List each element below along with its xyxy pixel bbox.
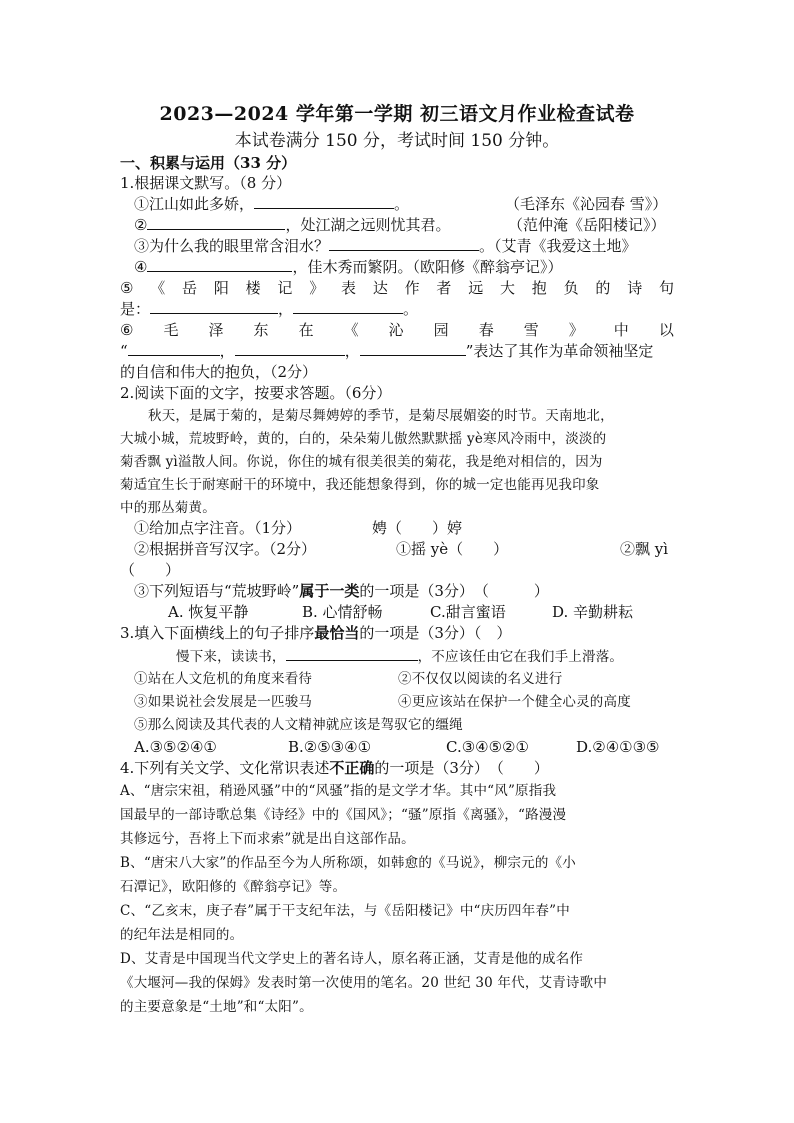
q1-stem: 1.根据课文默写。（8 分）: [120, 174, 292, 192]
q4-stem-tail: 的一项是（3分） （ ）: [374, 759, 549, 777]
q2-option-c[interactable]: C.甜言蜜语: [430, 603, 506, 621]
exam-title: 2023—2024 学年第一学期 初三语文月作业检查试卷: [159, 103, 635, 125]
answer-blank[interactable]: [293, 299, 403, 314]
q1-line6-char: 园: [433, 321, 449, 339]
q1-line1-source: （毛泽东《沁园春 雪》）: [505, 195, 668, 213]
q1-line6-sep: ，: [219, 342, 235, 360]
q3-stem-tail: 的一项是（3分）（ ）: [359, 624, 512, 642]
q1-line6-answer: [120, 341, 653, 361]
q1-line5-char: 》: [309, 279, 325, 297]
q2-option-b[interactable]: B. 心情舒畅: [302, 603, 383, 621]
q3-item: ④更应该站在保护一个健全心灵的高度: [398, 694, 631, 710]
q1-line6-char: 《: [343, 321, 359, 339]
q2-sub2-item1[interactable]: ①摇 yè（ ）: [396, 540, 509, 558]
q3-item: ①站在人文危机的角度来看待: [134, 671, 313, 687]
q1-line5-char: 的: [595, 279, 611, 297]
q2-passage-line: 中的那丛菊黄。: [120, 500, 216, 516]
q1-line2-num: ②: [134, 216, 148, 234]
q2-sub1: ①给加点字注音。（1分）: [134, 519, 302, 537]
q4-option-c-line: C、“乙亥末，庚子春”属于干支纪年法，与《岳阳楼记》中“庆历四年春”中: [120, 903, 570, 919]
q1-line6-char: 在: [298, 321, 314, 339]
q3-option-d[interactable]: D.②④①③⑤: [576, 738, 660, 756]
q3-sentence: [176, 646, 623, 667]
q1-line3-text: ③为什么我的眼里常含泪水？: [134, 237, 330, 255]
answer-blank[interactable]: [147, 257, 292, 272]
q4-option-a-line: 其修远兮，吾将上下而求索”就是出自这部作品。: [120, 831, 415, 847]
q2-sub2-item2-blank[interactable]: （ ）: [120, 561, 181, 579]
q3-option-b[interactable]: B.②⑤③④①: [288, 738, 372, 756]
answer-blank[interactable]: [150, 299, 278, 314]
q2-sub3: [134, 581, 549, 601]
q2-sub2-item2[interactable]: ②飘 yì: [620, 540, 669, 558]
q1-line6-tail: 的自信和伟大的抱负，（2分）: [120, 363, 318, 381]
q2-passage-line: 菊适宜生长于耐寒耐干的环境中，我还能想象得到，你的城一定也能再见我印象: [120, 477, 600, 493]
answer-blank[interactable]: [147, 215, 285, 230]
q1-line5-char: 远: [468, 279, 484, 297]
q1-line6-char: 》: [568, 321, 584, 339]
q3-item: ②不仅仅以阅读的名义进行: [398, 671, 563, 687]
q2-passage-line: 秋天，是属于菊的，是菊尽舞娉婷的季节，是菊尽展媚姿的时节。天南地北，: [148, 408, 614, 424]
q2-sub2: ②根据拼音写汉字。（2分）: [134, 540, 317, 558]
q3-item: ⑤那么阅读及其代表的人文精神就应该是驾驭它的缰绳: [134, 717, 463, 733]
q4-option-a-line: 国最早的一部诗歌总集《诗经》中的《国风》；“骚”原指《离骚》，“路漫漫: [120, 807, 567, 823]
answer-blank[interactable]: [254, 194, 394, 209]
q1-line5: [120, 278, 674, 298]
q3-stem-emphasis: 最恰当: [314, 624, 360, 642]
q2-passage-line: 大城小城，荒坡野岭，黄的，白的，朵朵菊儿傲然默默摇 yè寒风冷雨中，淡淡的: [120, 431, 607, 447]
q1-line6-char: 中: [613, 321, 629, 339]
q3-option-a[interactable]: A.③⑤②④①: [134, 738, 217, 756]
q2-sub3-tail: 的一项是（3分） （ ）: [359, 582, 549, 600]
q1-line6-char: 泽: [208, 321, 224, 339]
q4-stem: [120, 758, 549, 778]
q1-line6: [120, 320, 674, 340]
q1-line6-char: 以: [658, 321, 674, 339]
q1-line6-text: ”表达了其作为革命领袖坚定: [465, 342, 654, 360]
q1-line5-char: 作: [404, 279, 420, 297]
q2-option-d[interactable]: D. 辛勤耕耘: [552, 603, 634, 621]
answer-blank[interactable]: [360, 341, 466, 356]
q1-line5-char: 阳: [213, 279, 229, 297]
q1-line5-char: 者: [436, 279, 452, 297]
q2-sub3-text: ③下列短语与“荒坡野岭”: [134, 582, 300, 600]
q3-option-c[interactable]: C.③④⑤②①: [446, 738, 529, 756]
q4-option-c-line: 的纪年法是相同的。: [120, 927, 244, 943]
q1-line1-end: 。: [394, 195, 410, 213]
q2-sub1-blank[interactable]: 娉（ ）婷: [372, 519, 463, 537]
q4-option-b-line: B、“唐宋八大家”的作品至今为人所称颂，如韩愈的《马说》，柳宗元的《小: [120, 855, 576, 871]
q1-line5-sep: ，: [278, 300, 294, 318]
q1-line5-char: 楼: [245, 279, 261, 297]
q1-line6-char: 沁: [388, 321, 404, 339]
q3-stem: [120, 623, 511, 643]
q1-line5-char: ⑤: [120, 279, 134, 297]
q1-line2-source: （范仲淹《岳阳楼记》）: [508, 216, 666, 234]
q1-line5-char: 记: [277, 279, 293, 297]
q1-line5-char: 岳: [182, 279, 198, 297]
q1-line6-sep: ，: [344, 342, 360, 360]
q1-line5-char: 大: [500, 279, 516, 297]
q2-option-a[interactable]: A. 恢复平静: [168, 603, 249, 621]
q1-line4-text: ，佳木秀而繁阴。（欧阳修《醉翁亭记》）: [292, 258, 563, 276]
q1-line5-char: 达: [372, 279, 388, 297]
q2-passage-line: 菊香飘 yì溢散人间。你说，你住的城有很美很美的菊花，我是绝对相信的，因为: [120, 454, 603, 470]
q4-option-d-line: D、艾青是中国现当代文学史上的著名诗人，原名蒋正涵，艾青是他的成名作: [120, 951, 584, 967]
q1-line6-char: 东: [253, 321, 269, 339]
q3-stem-text: 3.填入下面横线上的句子排序: [120, 624, 315, 642]
q4-option-a-line: A、“唐宗宋祖，稍逊风骚”中的“风骚”指的是文学才华。其中“风”原指我: [120, 783, 557, 799]
q1-line5-answer: [120, 299, 418, 319]
answer-blank[interactable]: [128, 341, 220, 356]
q3-sentence-end: ，不应该任由它在我们手上滑落。: [417, 649, 624, 665]
q4-stem-text: 4.下列有关文学、文化常识表述: [120, 759, 330, 777]
q1-line3-end: 。（艾青《我爱这土地》: [479, 237, 637, 255]
q2-sub3-emphasis: 属于一类: [299, 582, 360, 600]
q3-item: ③如果说社会发展是一匹骏马: [134, 694, 313, 710]
q1-line5-char: 表: [341, 279, 357, 297]
q1-line6-char: ⑥: [120, 321, 134, 339]
q2-stem: 2.阅读下面的文字，按要求答题。（6分）: [120, 384, 392, 402]
section-heading: 一、积累与运用（33 分）: [120, 154, 297, 172]
q1-line4-num: ④: [134, 258, 148, 276]
q1-line1: [134, 194, 409, 214]
q1-line2-text: ，处江湖之远则忧其君。: [285, 216, 451, 234]
q4-option-d-line: 《大堰河—我的保姆》发表时第一次使用的笔名。20 世纪 30 年代，艾青诗歌中: [120, 975, 608, 991]
answer-blank[interactable]: [286, 646, 418, 661]
q1-line5-char: 抱: [531, 279, 547, 297]
q1-line6-char: 雪: [523, 321, 539, 339]
q1-line5-label: 是：: [120, 300, 151, 318]
q1-line5-end: 。: [403, 300, 419, 318]
exam-subtitle: 本试卷满分 150 分，考试时间 150 分钟。: [234, 131, 560, 151]
q1-line4: [134, 257, 562, 277]
q1-line5-char: 诗: [627, 279, 643, 297]
q4-stem-emphasis: 不正确: [329, 759, 375, 777]
q1-line3: [134, 236, 637, 256]
q4-option-d-line: 的主要意象是“土地”和“太阳”。: [120, 999, 313, 1015]
q1-line5-char: 《: [150, 279, 166, 297]
q1-line6-char: 毛: [163, 321, 179, 339]
q1-line5-char: 负: [563, 279, 579, 297]
q1-line5-char: 句: [658, 279, 674, 297]
q1-line2: [134, 215, 450, 235]
answer-blank[interactable]: [329, 236, 479, 251]
q3-sentence-start: 慢下来，读读书，: [176, 649, 286, 665]
q4-option-b-line: 石潭记》，欧阳修的《醉翁亭记》等。: [120, 879, 347, 895]
answer-blank[interactable]: [235, 341, 345, 356]
q1-line6-char: 春: [478, 321, 494, 339]
q1-line6-quote: “: [120, 342, 128, 360]
q1-line1-text: ①江山如此多娇，: [134, 195, 255, 213]
